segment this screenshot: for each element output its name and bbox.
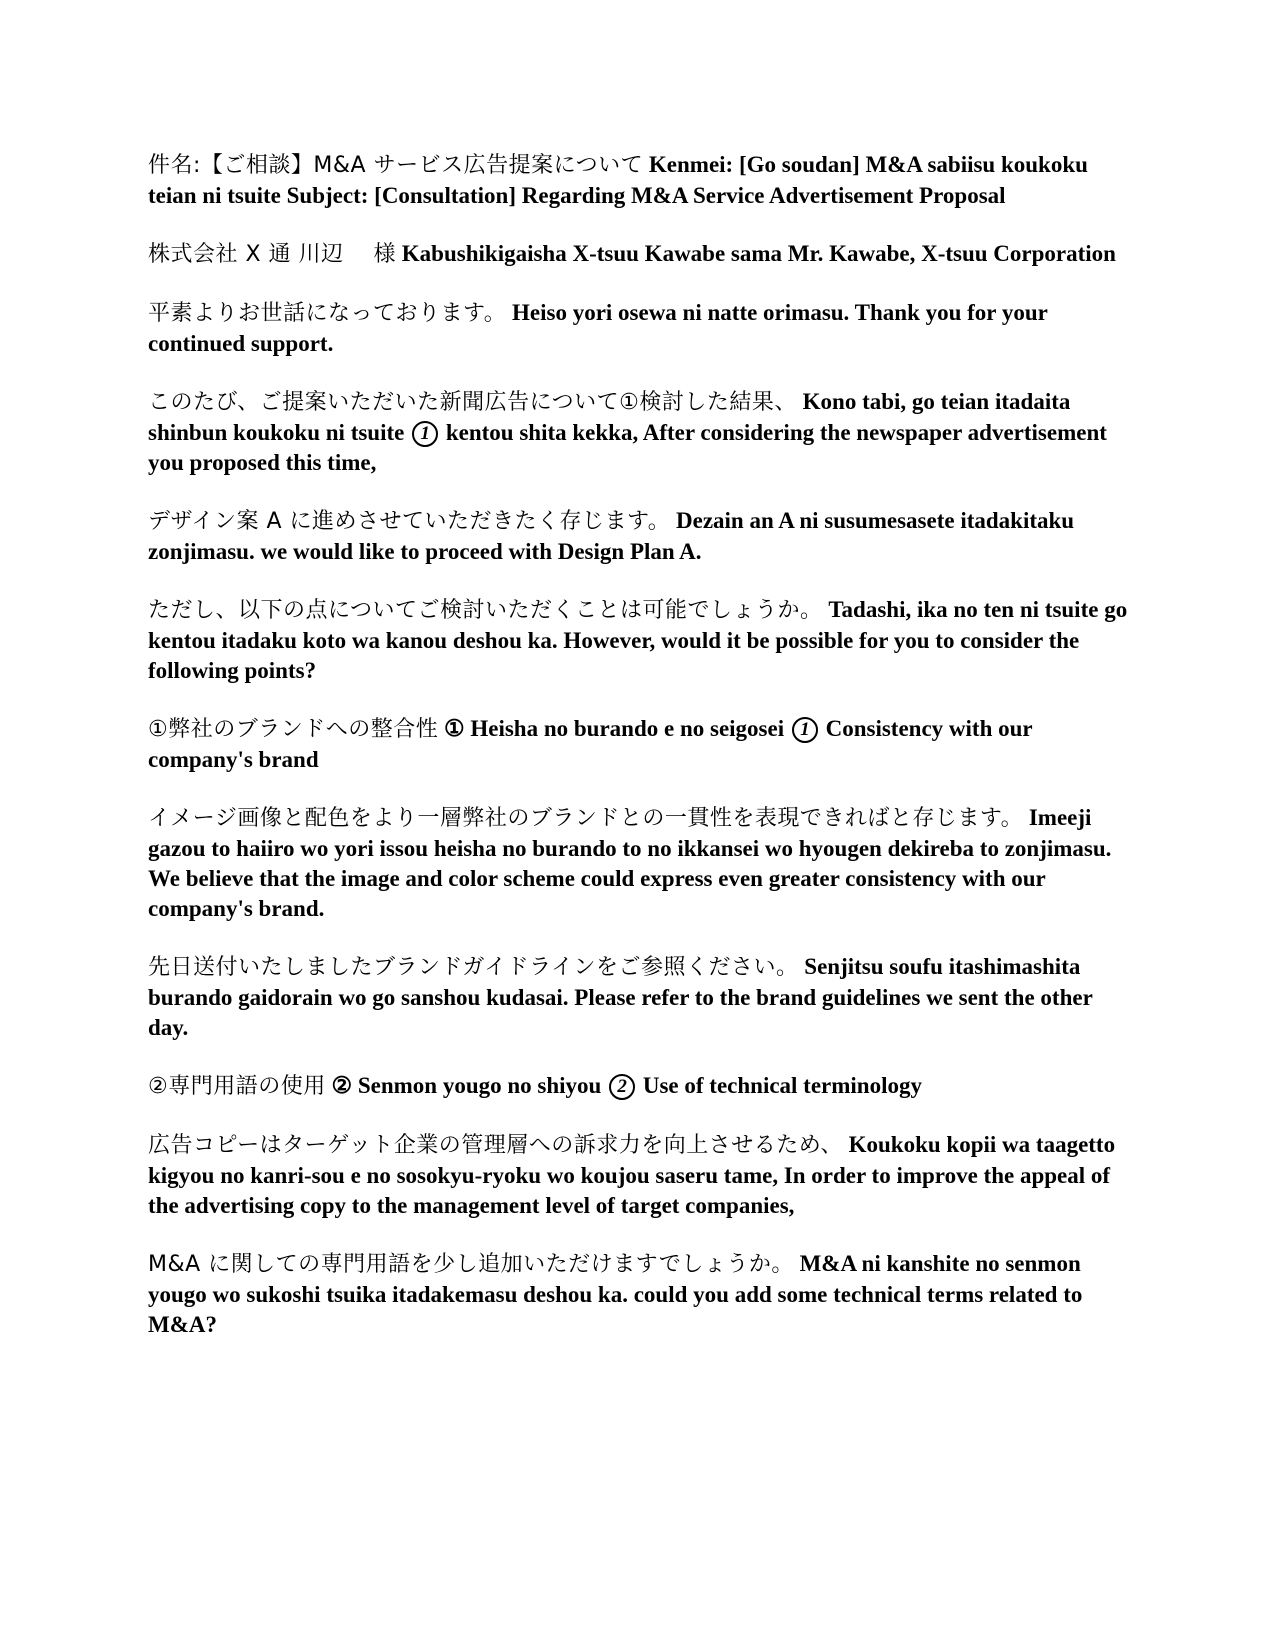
circled-number-one-icon: 1 [792,717,818,743]
consideration-translation-b: kentou shita kekka, After considering the newspaper advertisement you proposed this time, [148,420,1107,475]
document-page [148,150,1128,1368]
brand-consistency-translation: Imeeji gazou to haiiro wo yori issou heisha no burando to no ikkansei wo hyougen dekireba to zonjimasu. We believe that the image and color scheme could express even greater consistency with our company's brand. [148,805,1112,921]
greeting-paragraph [148,298,1128,359]
point-two-japanese: ②専門用語の使用 [148,1074,326,1099]
technical-terms-paragraph [148,1249,1128,1340]
point-two-translation: Use of technical terminology [642,1073,922,1098]
request-paragraph [148,595,1128,686]
point-two-heading [148,1071,1128,1102]
design-choice-translation: Dezain an A ni susumesasete itadakitaku zonjimasu. we would like to proceed with Design Plan A. [148,508,1075,564]
addressee-line [148,239,1128,270]
design-choice-paragraph [148,506,1128,567]
greeting-translation: Heiso yori osewa ni natte orimasu. Thank you for your continued support. [148,300,1048,356]
guidelines-japanese: 先日送付いたしましたブランドガイドラインをご参照ください。 [148,955,799,980]
point-two-romaji: ② Senmon yougo no shiyou [331,1073,602,1098]
request-japanese: ただし、以下の点についてご検討いただくことは可能でしょうか。 [148,598,823,623]
ad-copy-japanese: 広告コピーはターゲット企業の管理層への訴求力を向上させるため、 [148,1133,843,1158]
technical-terms-japanese: M&A に関しての専門用語を少し追加いただけますでしょうか。 [148,1252,794,1277]
technical-terms-translation: M&A ni kanshite no senmon yougo wo sukoshi tsuika itadakemasu deshou ka. could you add some technical terms related to M&A? [148,1251,1083,1337]
brand-consistency-paragraph [148,803,1128,924]
ad-copy-translation: Koukoku kopii wa taagetto kigyou no kanri-sou e no sosokyu-ryoku wo koujou saseru tame, In order to improve the appeal of the advertising copy to the management level of target companies, [148,1132,1116,1218]
circled-number-two-icon: 2 [609,1074,635,1100]
brand-consistency-japanese: イメージ画像と配色をより一層弊社のブランドとの一貫性を表現できればと存じます。 [148,806,1024,831]
circled-number-one-icon: 1 [412,421,438,447]
request-translation: Tadashi, ika no ten ni tsuite go kentou itadaku koto wa kanou deshou ka. However, would it be possible for you to consider the following points? [148,597,1128,683]
ad-copy-paragraph [148,1130,1128,1221]
point-one-translation: Consistency with our company's brand [148,716,1033,772]
consideration-translation-a: Kono tabi, go teian itadaita shinbun koukoku ni tsuite [148,389,1071,445]
subject-translation: Kenmei: [Go soudan] M&A sabiisu koukoku teian ni tsuite Subject: [Consultation] Regarding M&A Service Advertisement Proposal [148,152,1088,208]
point-one-romaji: ① Heisha no burando e no seigosei [443,716,785,741]
guidelines-paragraph [148,952,1128,1043]
consideration-paragraph [148,387,1128,478]
design-choice-japanese: デザイン案 A に進めさせていただきたく存じます。 [148,509,671,534]
addressee-translation: Kabushikigaisha X-tsuu Kawabe sama Mr. Kawabe, X-tsuu Corporation [401,241,1116,266]
subject-japanese: 件名:【ご相談】M&A サービス広告提案について [148,153,644,178]
point-one-japanese: ①弊社のブランドへの整合性 [148,717,439,742]
point-one-heading [148,714,1128,775]
guidelines-translation: Senjitsu soufu itashimashita burando gaidorain wo go sanshou kudasai. Please refer to the brand guidelines we sent the other day. [148,954,1093,1040]
subject-line [148,150,1128,211]
greeting-japanese: 平素よりお世話になっております。 [148,301,507,326]
consideration-japanese: このたび、ご提案いただいた新聞広告について①検討した結果、 [148,390,797,415]
addressee-japanese: 株式会社 X 通 川辺 様 [148,242,397,267]
